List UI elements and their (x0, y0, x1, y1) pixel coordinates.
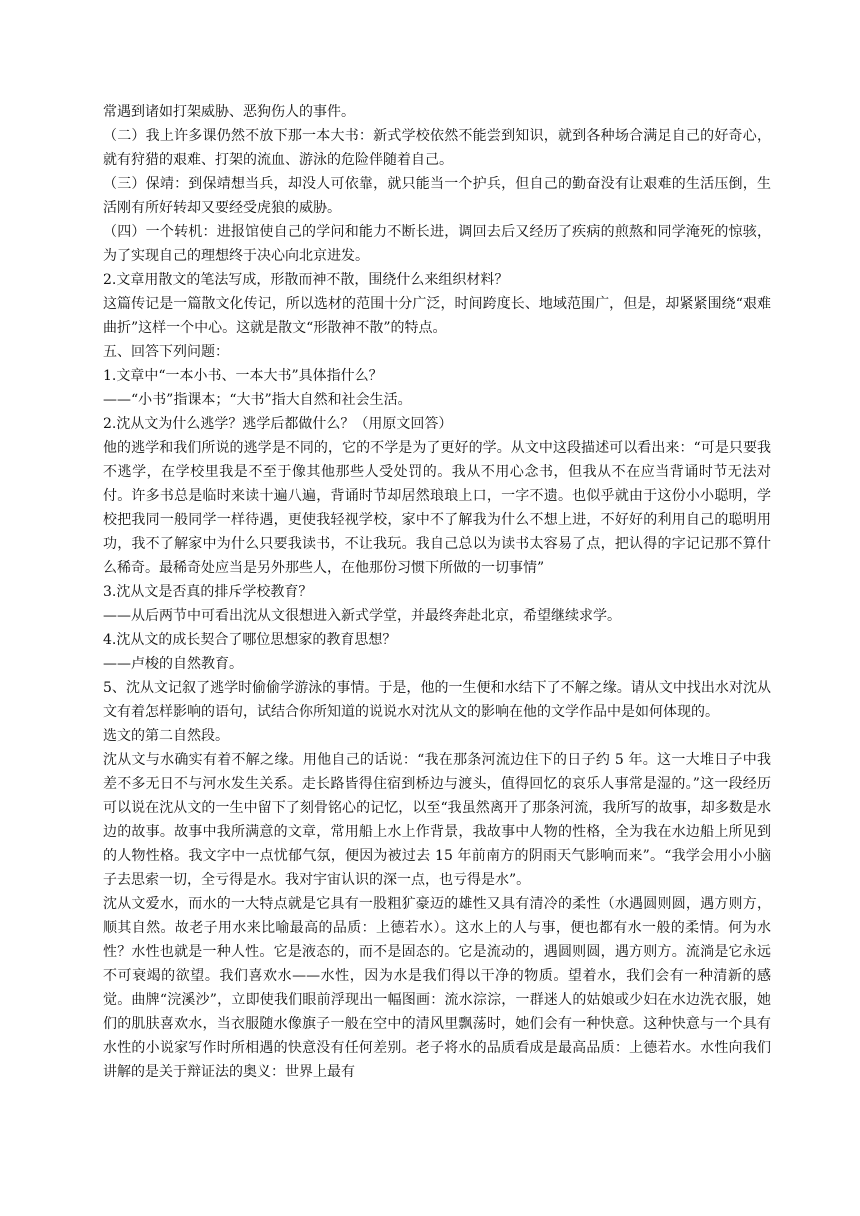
answer-5-paragraph-2: 沈从文爱水，而水的一大特点就是它具有一股粗犷豪迈的雄性又具有清冷的柔性（水遇圆则圆，遇方则方，顺其自然。故老子用水来比喻最高的品质：上德若水）。这水上的人与事，便也都有水一般的柔情。何为水性？水性也就是一种人性。它是液态的，而不是固态的。它是流动的，遇圆则圆，遇方则方。流淌是它永远不可衰竭的欲望。我们喜欢水——水性，因为水是我们得以干净的物质。望着水，我们会有一种清新的感觉。曲牌“浣溪沙”，立即使我们眼前浮现出一幅图画：流水淙淙，一群迷人的姑娘或少妇在水边洗衣服，她们的肌肤喜欢水，当衣服随水像旗子一般在空中的清风里飘荡时，她们会有一种快意。这种快意与一个具有水性的小说家写作时所相遇的快意没有任何差别。老子将水的品质看成是最高品质：上德若水。水性向我们讲解的是关于辩证法的奥义：世界上最有 (103, 896, 771, 1080)
paragraph-2: （二）我上许多课仍然不放下那一本大书：新式学校依然不能尝到知识，就到各种场合满足自己的好奇心，就有狩猎的艰难、打架的流血、游泳的危险伴随着自己。 (103, 128, 771, 168)
paragraph-4: （四）一个转机：进报馆使自己的学问和能力不断长进，调回去后又经历了疾病的煎熬和同学淹死的惊骇，为了实现自己的理想终于决心向北京进发。 (103, 224, 771, 264)
answer-5-paragraph-1: 沈从文与水确实有着不解之缘。用他自己的话说：“我在那条河流边住下的日子约 5 年。这一大堆日子中我差不多无日不与河水发生关系。走长路皆得住宿到桥边与渡头，值得回忆的哀乐人事常是湿的。”这一段经历可以说在沈从文的一生中留下了刻骨铭心的记忆，以至“我虽然离开了那条河流，我所写的故事，却多数是水边的故事。故事中我所满意的文章，常用船上水上作背景，我故事中人物的性格，全为我在水边船上所见到的人物性格。我文字中一点忧郁气氛，便因为被过去 15 年前南方的阴雨天气影响而来”。“我学会用小小脑子去思索一切，全亏得是水。我对宇宙认识的深一点，也亏得是水”。 (103, 752, 771, 888)
paragraph-3: （三）保靖：到保靖想当兵，却没人可依靠，就只能当一个护兵，但自己的勤奋没有让艰难的生活压倒，生活刚有所好转却又要经受虎狼的威胁。 (103, 176, 771, 216)
section-heading-5: 五、回答下列问题： (103, 344, 229, 360)
paragraph-1: 常遇到诸如打架威胁、恶狗伤人的事件。 (103, 104, 355, 120)
question-3: 3.沈从文是否真的排斥学校教育？ (103, 584, 313, 600)
question-1: 1.文章中“一本小书、一本大书”具体指什么？ (103, 368, 383, 384)
question-5: 5、沈从文记叙了逃学时偷偷学游泳的事情。于是，他的一生便和水结下了不解之缘。请从文中找出水对沈从文有着怎样影响的语句，试结合你所知道的说说水对沈从文的影响在他的文学作品中是如何体现的。 (103, 680, 771, 720)
answer-2: 这篇传记是一篇散文化传记，所以选材的范围十分广泛，时间跨度长、地域范围广，但是，却紧紧围绕“艰难曲折”这样一个中心。这就是散文“形散神不散”的特点。 (103, 296, 771, 336)
answer-3: ——从后两节中可看出沈从文很想进入新式学堂，并最终奔赴北京，希望继续求学。 (103, 608, 621, 624)
answer-5-source: 选文的第二自然段。 (103, 728, 229, 744)
answer-1: ——“小书”指课本；“大书”指大自然和社会生活。 (103, 392, 412, 408)
question-heading-2: 2.文章用散文的笔法写成，形散而神不散，围绕什么来组织材料？ (103, 272, 509, 288)
answer-2-quote: 他的逃学和我们所说的逃学是不同的，它的不学是为了更好的学。从文中这段描述可以看出来：“可是只要我不逃学，在学校里我是不至于像其他那些人受处罚的。我从不用心念书，但我从不在应当背诵时节无法对付。许多书总是临时来读十遍八遍，背诵时节却居然琅琅上口，一字不遗。也似乎就由于这份小小聪明，学校把我同一般同学一样待遇，更使我轻视学校，家中不了解我为什么不想上进，不好好的利用自己的聪明用功，我不了解家中为什么只要我读书，不让我玩。我自己总以为读书太容易了点，把认得的字记记那不算什么稀奇。最稀奇处应当是另外那些人，在他那份习惯下所做的一切事情” (103, 440, 771, 576)
answer-4: ——卢梭的自然教育。 (103, 656, 243, 672)
question-2: 2.沈从文为什么逃学？逃学后都做什么？（用原文回答） (103, 416, 453, 432)
question-4: 4.沈从文的成长契合了哪位思想家的教育思想？ (103, 632, 397, 648)
document-page (103, 100, 771, 1084)
